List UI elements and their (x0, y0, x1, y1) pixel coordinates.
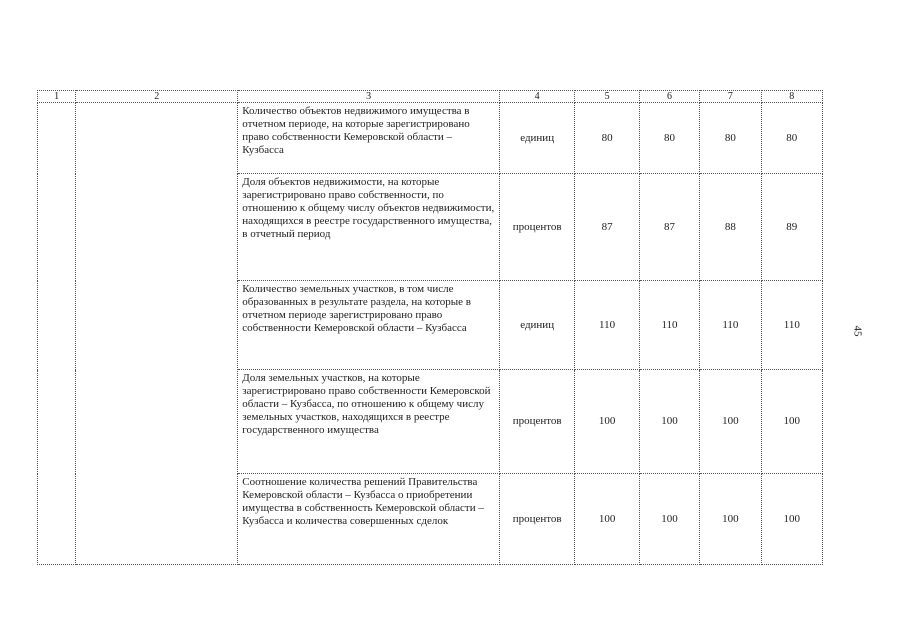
indicator-name: Количество объектов недвижимого имущества в отчетном периоде, на которые зарегистрировано право собственности Кемеровской области – Кузбасса (238, 103, 500, 174)
value-cell: 100 (639, 474, 699, 565)
value-cell: 110 (639, 281, 699, 370)
value-cell: 80 (761, 103, 822, 174)
header-cell-2: 2 (76, 91, 238, 103)
indicator-unit: единиц (499, 103, 574, 174)
value-cell: 110 (761, 281, 822, 370)
indicator-unit: процентов (499, 474, 574, 565)
indicator-name: Количество земельных участков, в том числе образованных в результате раздела, на которые в отчетном периоде зарегистрировано право собственности Кемеровской области – Кузбасса (238, 281, 500, 370)
header-row (38, 91, 823, 103)
indicator-unit: единиц (499, 281, 574, 370)
value-cell: 100 (575, 370, 639, 474)
header-cell-3: 3 (238, 91, 500, 103)
indicator-unit: процентов (499, 370, 574, 474)
value-cell: 89 (761, 174, 822, 281)
value-cell: 110 (700, 281, 761, 370)
header-cell-6: 6 (639, 91, 699, 103)
col2-merged-cell (76, 103, 238, 565)
value-cell: 100 (575, 474, 639, 565)
table-row (38, 103, 823, 174)
indicator-name: Доля земельных участков, на которые зарегистрировано право собственности Кемеровской области – Кузбасса, по отношению к общему числу земельных участков, находящихся в реестре государственного имущества (238, 370, 500, 474)
value-cell: 80 (639, 103, 699, 174)
col1-merged-cell (38, 103, 76, 565)
header-cell-4: 4 (499, 91, 574, 103)
indicator-unit: процентов (499, 174, 574, 281)
value-cell: 100 (639, 370, 699, 474)
value-cell: 80 (700, 103, 761, 174)
value-cell: 88 (700, 174, 761, 281)
value-cell: 110 (575, 281, 639, 370)
value-cell: 87 (575, 174, 639, 281)
header-cell-5: 5 (575, 91, 639, 103)
indicator-name: Доля объектов недвижимости, на которые зарегистрировано право собственности, по отношению к общему числу объектов недвижимости, находящихся в реестре государственного имущества, в отчетный период (238, 174, 500, 281)
header-cell-7: 7 (700, 91, 761, 103)
value-cell: 100 (700, 370, 761, 474)
value-cell: 100 (761, 370, 822, 474)
indicator-name: Соотношение количества решений Правительства Кемеровской области – Кузбасса о приобретении имущества в собственность Кемеровской области – Кузбасса и количества совершенных сделок (238, 474, 500, 565)
indicators-table (37, 90, 823, 565)
value-cell: 100 (700, 474, 761, 565)
header-cell-8: 8 (761, 91, 822, 103)
page-number: 45 (851, 325, 864, 337)
value-cell: 87 (639, 174, 699, 281)
value-cell: 80 (575, 103, 639, 174)
header-cell-1: 1 (38, 91, 76, 103)
value-cell: 100 (761, 474, 822, 565)
